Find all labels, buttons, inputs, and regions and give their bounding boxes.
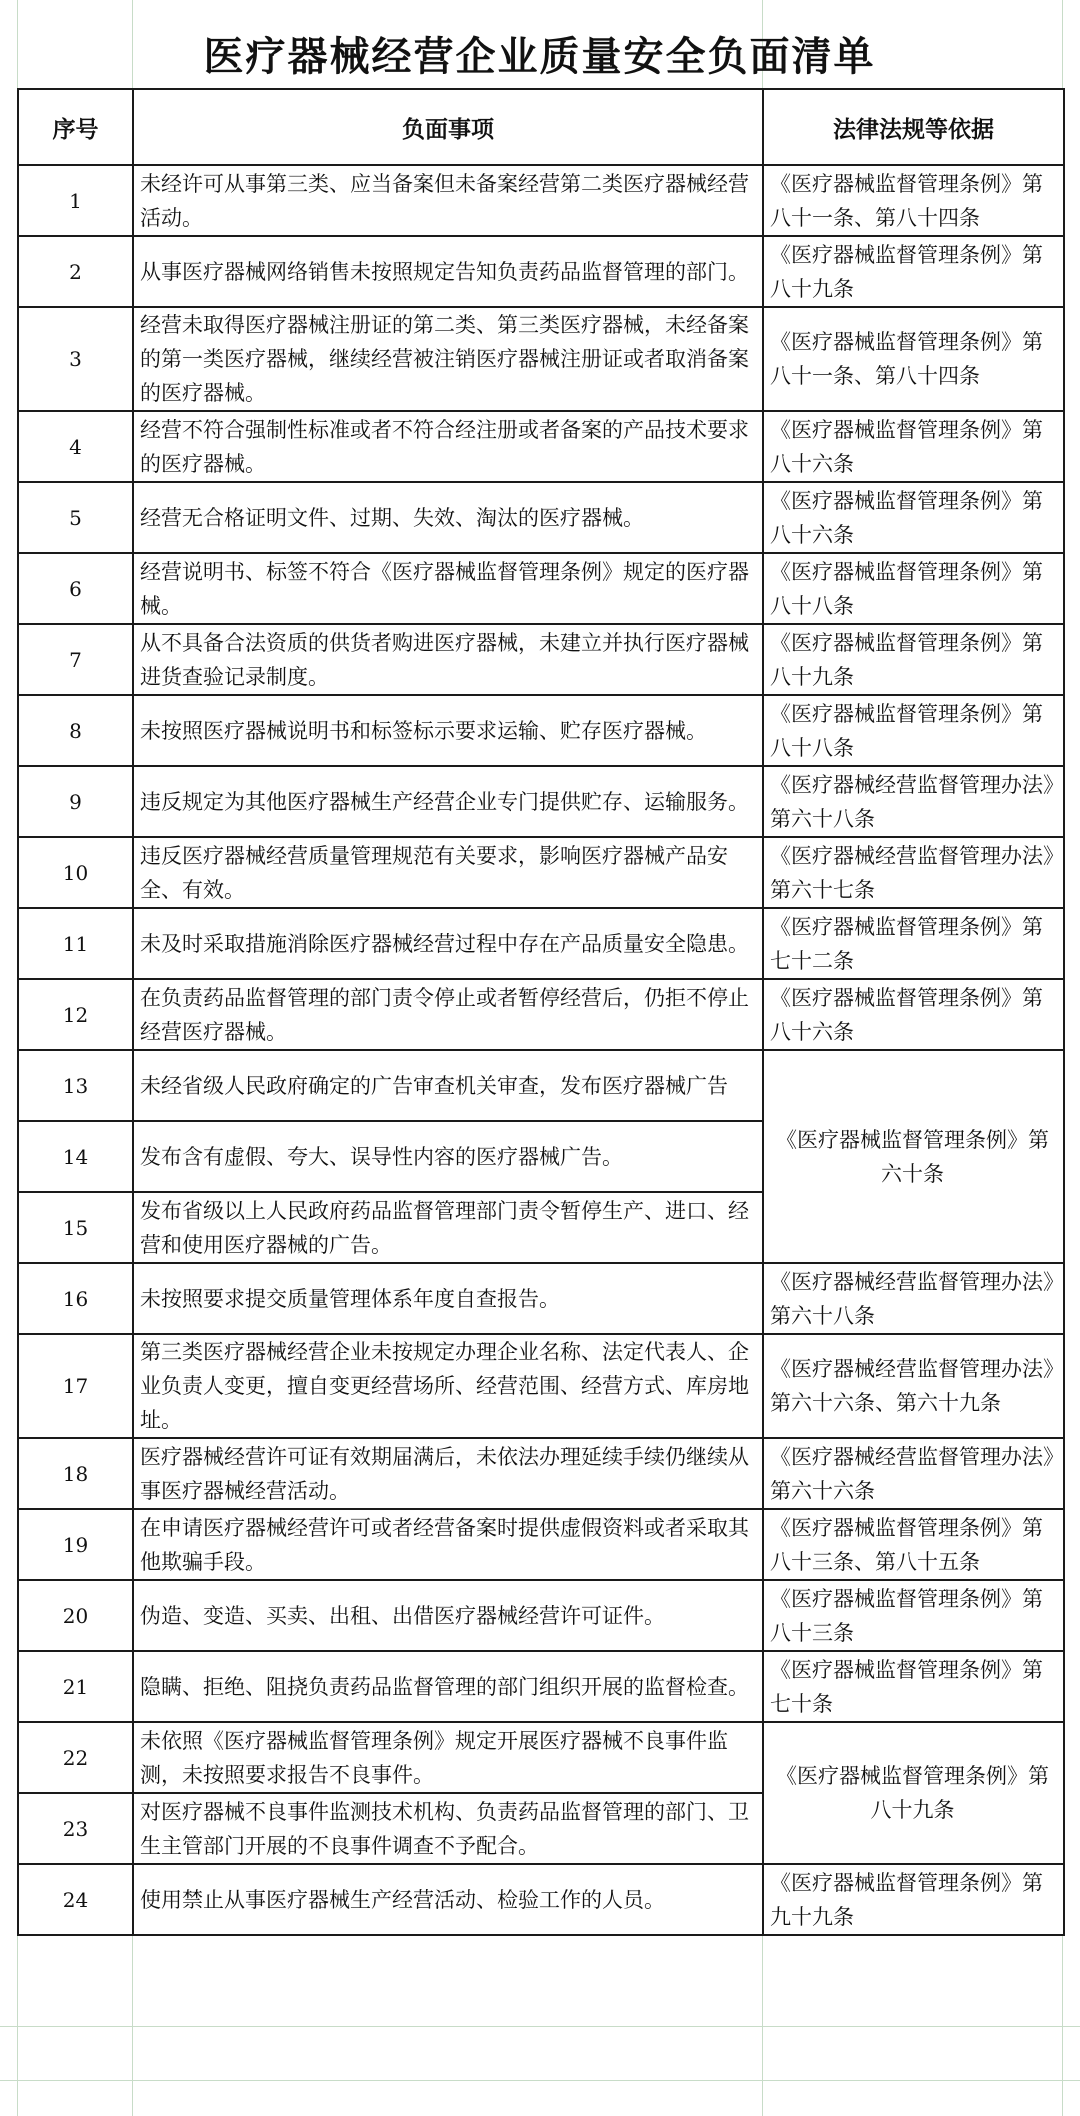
table-row bbox=[18, 1722, 1064, 1793]
table-header-row bbox=[18, 89, 1064, 165]
row-basis: 《医疗器械监督管理条例》第八十三条 bbox=[763, 1580, 1064, 1651]
row-item: 从不具备合法资质的供货者购进医疗器械，未建立并执行医疗器械进货查验记录制度。 bbox=[133, 624, 763, 695]
row-item: 对医疗器械不良事件监测技术机构、负责药品监督管理的部门、卫生主管部门开展的不良事件调查不予配合。 bbox=[133, 1793, 763, 1864]
row-item: 违反医疗器械经营质量管理规范有关要求，影响医疗器械产品安全、有效。 bbox=[133, 837, 763, 908]
row-item: 隐瞒、拒绝、阻挠负责药品监督管理的部门组织开展的监督检查。 bbox=[133, 1651, 763, 1722]
table-row bbox=[18, 1438, 1064, 1509]
row-item: 医疗器械经营许可证有效期届满后，未依法办理延续手续仍继续从事医疗器械经营活动。 bbox=[133, 1438, 763, 1509]
row-basis: 《医疗器械监督管理条例》第七十条 bbox=[763, 1651, 1064, 1722]
row-item: 发布省级以上人民政府药品监督管理部门责令暂停生产、进口、经营和使用医疗器械的广告。 bbox=[133, 1192, 763, 1263]
row-item: 经营无合格证明文件、过期、失效、淘汰的医疗器械。 bbox=[133, 482, 763, 553]
row-item: 使用禁止从事医疗器械生产经营活动、检验工作的人员。 bbox=[133, 1864, 763, 1935]
header-basis: 法律法规等依据 bbox=[763, 89, 1064, 165]
table-row bbox=[18, 1580, 1064, 1651]
row-basis: 《医疗器械经营监督管理办法》第六十六条、第六十九条 bbox=[763, 1334, 1064, 1438]
row-number: 18 bbox=[18, 1438, 133, 1509]
row-number: 14 bbox=[18, 1121, 133, 1192]
table-row bbox=[18, 908, 1064, 979]
row-item: 从事医疗器械网络销售未按照规定告知负责药品监督管理的部门。 bbox=[133, 236, 763, 307]
row-basis-merged: 《医疗器械监督管理条例》第八十九条 bbox=[763, 1722, 1064, 1864]
row-number: 7 bbox=[18, 624, 133, 695]
row-item: 经营未取得医疗器械注册证的第二类、第三类医疗器械，未经备案的第一类医疗器械，继续经营被注销医疗器械注册证或者取消备案的医疗器械。 bbox=[133, 307, 763, 411]
row-basis: 《医疗器械监督管理条例》第八十三条、第八十五条 bbox=[763, 1509, 1064, 1580]
row-item: 未依照《医疗器械监督管理条例》规定开展医疗器械不良事件监测，未按照要求报告不良事件。 bbox=[133, 1722, 763, 1793]
row-basis: 《医疗器械监督管理条例》第八十六条 bbox=[763, 979, 1064, 1050]
row-number: 22 bbox=[18, 1722, 133, 1793]
row-basis: 《医疗器械经营监督管理办法》第六十八条 bbox=[763, 1263, 1064, 1334]
table-row bbox=[18, 695, 1064, 766]
row-number: 8 bbox=[18, 695, 133, 766]
row-item: 未按照要求提交质量管理体系年度自查报告。 bbox=[133, 1263, 763, 1334]
row-basis: 《医疗器械经营监督管理办法》第六十八条 bbox=[763, 766, 1064, 837]
row-number: 1 bbox=[18, 165, 133, 236]
row-number: 6 bbox=[18, 553, 133, 624]
row-basis: 《医疗器械监督管理条例》第七十二条 bbox=[763, 908, 1064, 979]
row-basis: 《医疗器械监督管理条例》第九十九条 bbox=[763, 1864, 1064, 1935]
row-item: 违反规定为其他医疗器械生产经营企业专门提供贮存、运输服务。 bbox=[133, 766, 763, 837]
row-item: 未按照医疗器械说明书和标签标示要求运输、贮存医疗器械。 bbox=[133, 695, 763, 766]
row-number: 11 bbox=[18, 908, 133, 979]
row-basis: 《医疗器械监督管理条例》第八十六条 bbox=[763, 411, 1064, 482]
row-item: 发布含有虚假、夸大、误导性内容的医疗器械广告。 bbox=[133, 1121, 763, 1192]
table-row bbox=[18, 1864, 1064, 1935]
row-item: 经营不符合强制性标准或者不符合经注册或者备案的产品技术要求的医疗器械。 bbox=[133, 411, 763, 482]
row-number: 5 bbox=[18, 482, 133, 553]
row-basis: 《医疗器械监督管理条例》第八十九条 bbox=[763, 236, 1064, 307]
row-number: 10 bbox=[18, 837, 133, 908]
row-basis: 《医疗器械监督管理条例》第八十八条 bbox=[763, 695, 1064, 766]
row-item: 在申请医疗器械经营许可或者经营备案时提供虚假资料或者采取其他欺骗手段。 bbox=[133, 1509, 763, 1580]
row-item: 在负责药品监督管理的部门责令停止或者暂停经营后，仍拒不停止经营医疗器械。 bbox=[133, 979, 763, 1050]
table-row bbox=[18, 553, 1064, 624]
row-item: 伪造、变造、买卖、出租、出借医疗器械经营许可证件。 bbox=[133, 1580, 763, 1651]
row-number: 3 bbox=[18, 307, 133, 411]
negative-list-table bbox=[17, 88, 1065, 1936]
row-number: 19 bbox=[18, 1509, 133, 1580]
row-number: 21 bbox=[18, 1651, 133, 1722]
table-row bbox=[18, 624, 1064, 695]
header-item: 负面事项 bbox=[133, 89, 763, 165]
table-row bbox=[18, 1334, 1064, 1438]
row-number: 17 bbox=[18, 1334, 133, 1438]
table-row bbox=[18, 411, 1064, 482]
table-row bbox=[18, 766, 1064, 837]
row-number: 2 bbox=[18, 236, 133, 307]
row-item: 经营说明书、标签不符合《医疗器械监督管理条例》规定的医疗器械。 bbox=[133, 553, 763, 624]
row-number: 15 bbox=[18, 1192, 133, 1263]
table-row bbox=[18, 1651, 1064, 1722]
row-number: 16 bbox=[18, 1263, 133, 1334]
row-basis: 《医疗器械监督管理条例》第八十一条、第八十四条 bbox=[763, 307, 1064, 411]
row-item: 未经省级人民政府确定的广告审查机关审查，发布医疗器械广告 bbox=[133, 1050, 763, 1121]
row-number: 23 bbox=[18, 1793, 133, 1864]
header-no: 序号 bbox=[18, 89, 133, 165]
row-item: 第三类医疗器械经营企业未按规定办理企业名称、法定代表人、企业负责人变更，擅自变更经营场所、经营范围、经营方式、库房地址。 bbox=[133, 1334, 763, 1438]
table-row bbox=[18, 236, 1064, 307]
page-title: 医疗器械经营企业质量安全负面清单 bbox=[203, 33, 876, 80]
grid-line bbox=[0, 2026, 1080, 2027]
row-basis: 《医疗器械监督管理条例》第八十六条 bbox=[763, 482, 1064, 553]
grid-line bbox=[0, 2080, 1080, 2081]
table-row bbox=[18, 307, 1064, 411]
row-item: 未经许可从事第三类、应当备案但未备案经营第二类医疗器械经营活动。 bbox=[133, 165, 763, 236]
row-basis-merged: 《医疗器械监督管理条例》第六十条 bbox=[763, 1050, 1064, 1263]
row-number: 24 bbox=[18, 1864, 133, 1935]
row-basis: 《医疗器械经营监督管理办法》第六十六条 bbox=[763, 1438, 1064, 1509]
row-number: 12 bbox=[18, 979, 133, 1050]
row-item: 未及时采取措施消除医疗器械经营过程中存在产品质量安全隐患。 bbox=[133, 908, 763, 979]
table-row bbox=[18, 1050, 1064, 1121]
row-number: 9 bbox=[18, 766, 133, 837]
row-number: 4 bbox=[18, 411, 133, 482]
row-number: 13 bbox=[18, 1050, 133, 1121]
row-basis: 《医疗器械监督管理条例》第八十八条 bbox=[763, 553, 1064, 624]
table-row bbox=[18, 837, 1064, 908]
row-basis: 《医疗器械经营监督管理办法》第六十七条 bbox=[763, 837, 1064, 908]
row-basis: 《医疗器械监督管理条例》第八十一条、第八十四条 bbox=[763, 165, 1064, 236]
table-row bbox=[18, 165, 1064, 236]
table-row bbox=[18, 979, 1064, 1050]
table-row bbox=[18, 1263, 1064, 1334]
row-number: 20 bbox=[18, 1580, 133, 1651]
table-row bbox=[18, 482, 1064, 553]
table-row bbox=[18, 1509, 1064, 1580]
row-basis: 《医疗器械监督管理条例》第八十九条 bbox=[763, 624, 1064, 695]
